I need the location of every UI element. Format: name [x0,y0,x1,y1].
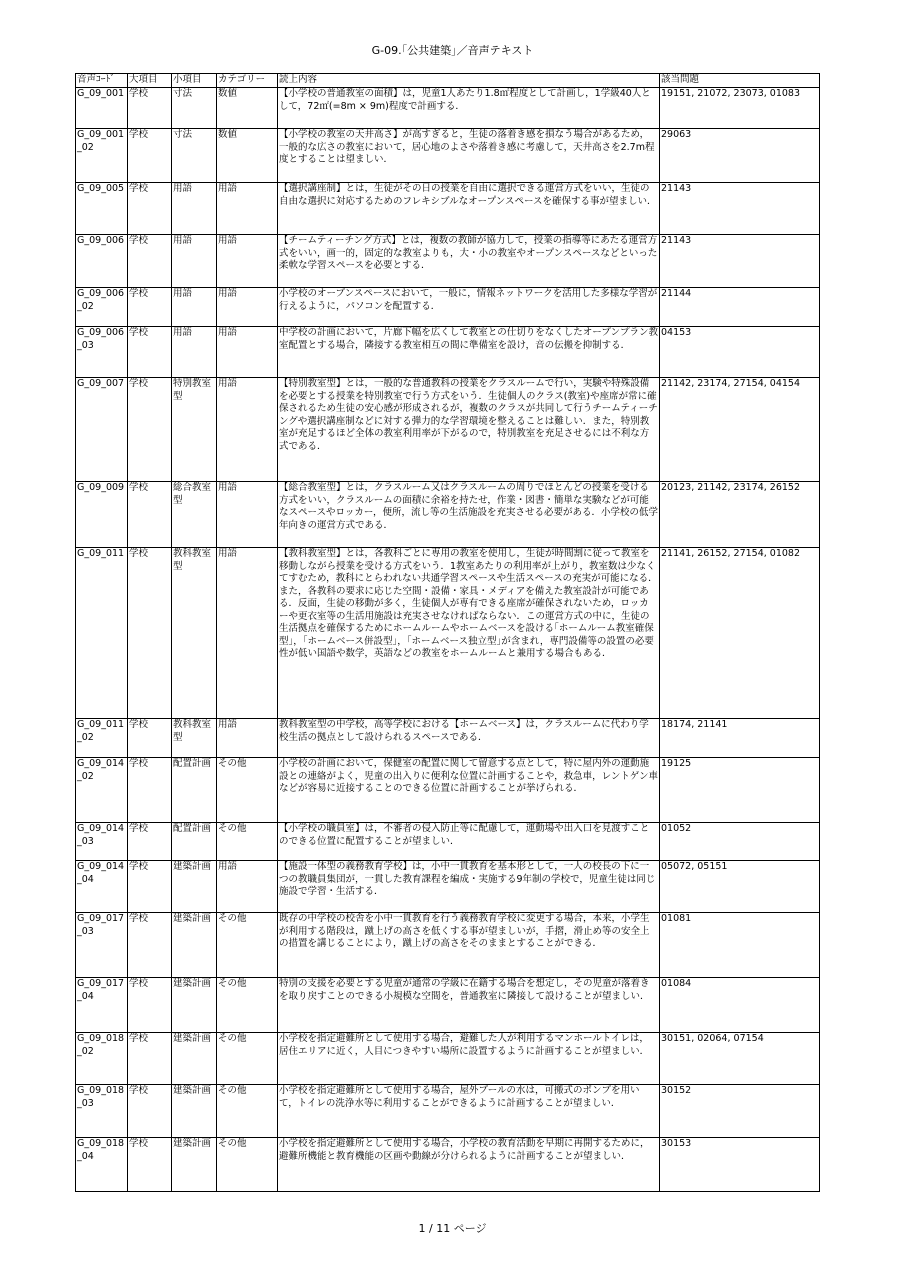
cell-category: 用語 [217,378,278,482]
cell-minor: 用語 [172,235,217,288]
cell-category: 数値 [217,129,278,183]
cell-content: 既存の中学校の校舎を小中一貫教育を行う義務教育学校に変更する場合，本来，小学生が利用する階段は，蹴上げの高さを低くする事が望ましいが，手摺，滑止め等の安全上の措置を講じることにより，蹴上げの高さをそのままとすることができる． [278,913,660,978]
cell-minor: 建築計画 [172,1085,217,1138]
cell-code: G_09_011 [76,548,128,719]
cell-code: G_09_014_02 [76,758,128,823]
voice-text-table [75,73,820,1192]
cell-code: G_09_001_02 [76,129,128,183]
table-row [76,823,820,861]
cell-questions: 04153 [660,327,820,378]
cell-code: G_09_006 [76,235,128,288]
table-row [76,327,820,378]
table-row [76,183,820,235]
cell-questions: 29063 [660,129,820,183]
cell-questions: 21141, 26152, 27154, 01082 [660,548,820,719]
header-major: 大項目 [128,74,172,88]
cell-code: G_09_017_04 [76,978,128,1033]
cell-minor: 建築計画 [172,1138,217,1192]
table-row [76,129,820,183]
cell-major: 学校 [128,378,172,482]
table-row [76,1138,820,1192]
cell-major: 学校 [128,548,172,719]
cell-category: 用語 [217,719,278,758]
page-number: 1 / 11 ページ [418,1222,487,1235]
cell-questions: 01052 [660,823,820,861]
cell-category: その他 [217,1138,278,1192]
cell-minor: 寸法 [172,129,217,183]
cell-category: 用語 [217,327,278,378]
cell-minor: 建築計画 [172,978,217,1033]
cell-questions: 19125 [660,758,820,823]
cell-content: 【施設一体型の義務教育学校】は，小中一貫教育を基本形として，一人の校長の下に一つの教職員集団が，一貫した教育課程を編成・実施する9年制の学校で，児童生徒は同じ施設で学習・生活する． [278,861,660,913]
cell-questions: 30152 [660,1085,820,1138]
cell-major: 学校 [128,978,172,1033]
cell-questions: 19151, 21072, 23073, 01083 [660,88,820,129]
cell-category: その他 [217,1085,278,1138]
cell-code: G_09_018_02 [76,1033,128,1085]
cell-questions: 18174, 21141 [660,719,820,758]
cell-minor: 建築計画 [172,1033,217,1085]
cell-code: G_09_006_02 [76,288,128,327]
table-row [76,378,820,482]
cell-code: G_09_005 [76,183,128,235]
table-row [76,482,820,548]
cell-content: 【小学校の教室の天井高さ】が高すぎると，生徒の落着き感を損なう場合があるため，一般的な広さの教室において，居心地のよさや落着き感に考慮して，天井高さを2.7m程度とすることは望ましい． [278,129,660,183]
table-row [76,1085,820,1138]
cell-major: 学校 [128,88,172,129]
cell-code: G_09_018_03 [76,1085,128,1138]
cell-category: 用語 [217,235,278,288]
cell-content: 小学校を指定避難所として使用する場合，小学校の教育活動を早期に再開するために，避難所機能と教育機能の区画や動線が分けられるように計画することが望ましい． [278,1138,660,1192]
cell-content: 【選択講座制】とは，生徒がその日の授業を自由に選択できる運営方式をいい，生徒の自由な選択に対応するためのフレキシブルなオープンスペースを確保する事が望ましい． [278,183,660,235]
cell-content: 小学校のオープンスペースにおいて，一般に，情報ネットワークを活用した多様な学習が行えるように，パソコンを配置する． [278,288,660,327]
cell-minor: 教科教室型 [172,548,217,719]
cell-questions: 21142, 23174, 27154, 04154 [660,378,820,482]
cell-content: 中学校の計画において，片廊下幅を広くして教室との仕切りをなくしたオープンプラン教室配置とする場合，隣接する教室相互の間に準備室を設け，音の伝搬を抑制する． [278,327,660,378]
cell-content: 【チームティーチング方式】とは，複数の教師が協力して，授業の指導等にあたる運営方式をいい，画一的，固定的な教室よりも，大・小の教室やオープンスペースなどといった柔軟な学習スペースを必要とする． [278,235,660,288]
cell-major: 学校 [128,235,172,288]
cell-major: 学校 [128,183,172,235]
cell-code: G_09_001 [76,88,128,129]
header-category: カテゴリー [217,74,278,88]
cell-questions: 20123, 21142, 23174, 26152 [660,482,820,548]
table-row [76,548,820,719]
cell-questions: 01081 [660,913,820,978]
table-row [76,758,820,823]
cell-major: 学校 [128,129,172,183]
cell-content: 【小学校の普通教室の面積】は，児童1人あたり1.8㎡程度として計画し，1学級40人として，72㎡(=8m × 9m)程度で計画する． [278,88,660,129]
cell-code: G_09_014_04 [76,861,128,913]
cell-content: 小学校を指定避難所として使用する場合，避難した人が利用するマンホールトイレは，居住エリアに近く，人目につきやすい場所に設置するように計画することが望ましい． [278,1033,660,1085]
cell-category: その他 [217,978,278,1033]
cell-minor: 寸法 [172,88,217,129]
cell-minor: 総合教室型 [172,482,217,548]
cell-content: 【小学校の職員室】は，不審者の侵入防止等に配慮して，運動場や出入口を見渡すことのできる位置に配置することが望ましい． [278,823,660,861]
cell-minor: 特別教室型 [172,378,217,482]
cell-code: G_09_009 [76,482,128,548]
cell-major: 学校 [128,758,172,823]
cell-minor: 用語 [172,288,217,327]
cell-content: 【教科教室型】とは，各教科ごとに専用の教室を使用し，生徒が時間割に従って教室を移動しながら授業を受ける方式をいう．1教室あたりの利用率が上がり，教室数は少なくてすむため，教科にとらわれない共通学習スペースや生活スペースの充実が可能になる．また，各教科の要求に応じた空間・設備・家具・メディアを備えた教室設計が可能である．反面，生徒の移動が多く，生徒個人が専有できる座席が確保されないため，ロッカーや更衣室等の生活用施設は充実させなければならない．この運営方式の中に，生徒の生活拠点を確保するためにホームルームやホームベースを設ける｢ホームルーム教室確保型｣，｢ホームベース併設型｣，｢ホームベース独立型｣が含まれ，専門設備等の設置の必要性が低い国語や数学，英語などの教室をホームルームと兼用する場合もある． [278,548,660,719]
table-row [76,913,820,978]
cell-category: 用語 [217,288,278,327]
cell-minor: 建築計画 [172,913,217,978]
table-row [76,861,820,913]
cell-major: 学校 [128,288,172,327]
cell-minor: 建築計画 [172,861,217,913]
cell-major: 学校 [128,861,172,913]
table-row [76,1033,820,1085]
cell-content: 教科教室型の中学校，高等学校における【ホームベース】は，クラスルームに代わり学校生活の拠点として設けられるスペースである． [278,719,660,758]
cell-category: その他 [217,1033,278,1085]
cell-content: 特別の支援を必要とする児童が通常の学級に在籍する場合を想定し，その児童が落着きを取り戻すことのできる小規模な空間を，普通教室に隣接して設けることが望ましい． [278,978,660,1033]
cell-questions: 21143 [660,235,820,288]
table-row [76,235,820,288]
cell-major: 学校 [128,1138,172,1192]
cell-code: G_09_018_04 [76,1138,128,1192]
cell-questions: 21144 [660,288,820,327]
table-row [76,88,820,129]
cell-category: その他 [217,758,278,823]
table-row [76,288,820,327]
cell-code: G_09_017_03 [76,913,128,978]
cell-code: G_09_007 [76,378,128,482]
cell-major: 学校 [128,1085,172,1138]
cell-major: 学校 [128,482,172,548]
cell-major: 学校 [128,327,172,378]
table-row [76,978,820,1033]
cell-content: 【特別教室型】とは，一般的な普通教科の授業をクラスルームで行い，実験や特殊設備を必要とする授業を特別教室で行う方式をいう．生徒個人のクラス(教室)や座席が常に確保されるため生徒の安心感が形成されるが，複数のクラスが共同して行うチームティーチングや選択講座制などに対する弾力的な学習環境を整えることは難しい．また，特別教室が充足するほど全体の教室利用率が下がるので，特別教室を充足させるには不利な方式である． [278,378,660,482]
cell-code: G_09_006_03 [76,327,128,378]
cell-major: 学校 [128,913,172,978]
cell-questions: 05072, 05151 [660,861,820,913]
cell-content: 小学校を指定避難所として使用する場合，屋外プールの水は，可搬式のポンプを用いて，トイレの洗浄水等に利用することができるように計画することが望ましい． [278,1085,660,1138]
page-title: G-09.｢公共建築｣／音声テキスト [371,44,534,57]
cell-questions: 01084 [660,978,820,1033]
cell-minor: 配置計画 [172,823,217,861]
cell-minor: 用語 [172,183,217,235]
cell-minor: 用語 [172,327,217,378]
cell-code: G_09_011_02 [76,719,128,758]
cell-major: 学校 [128,1033,172,1085]
cell-questions: 30151, 02064, 07154 [660,1033,820,1085]
header-minor: 小項目 [172,74,217,88]
cell-questions: 30153 [660,1138,820,1192]
cell-category: その他 [217,823,278,861]
cell-content: 小学校の計画において，保健室の配置に関して留意する点として，特に屋内外の運動施設との連絡がよく，児童の出入りに便利な位置に計画することや，救急車，レントゲン車などが容易に近接することのできる位置に計画することが挙げられる． [278,758,660,823]
cell-content: 【総合教室型】とは，クラスルーム又はクラスルームの周りでほとんどの授業を受ける方式をいい，クラスルームの面積に余裕を持たせ，作業・図書・簡単な実験などが可能なスペースやロッカー，便所，流し等の生活施設を充実させる必要がある．小学校の低学年向きの運営方式である． [278,482,660,548]
cell-category: 用語 [217,183,278,235]
header-code: 音声ｺｰﾄﾞ [76,74,128,88]
cell-code: G_09_014_03 [76,823,128,861]
header-row [76,74,820,88]
cell-category: 用語 [217,861,278,913]
cell-major: 学校 [128,719,172,758]
cell-questions: 21143 [660,183,820,235]
cell-minor: 配置計画 [172,758,217,823]
cell-major: 学校 [128,823,172,861]
header-content: 読上内容 [278,74,660,88]
cell-category: 用語 [217,482,278,548]
cell-category: 数値 [217,88,278,129]
cell-minor: 教科教室型 [172,719,217,758]
header-questions: 該当問題 [660,74,820,88]
cell-category: 用語 [217,548,278,719]
table-row [76,719,820,758]
cell-category: その他 [217,913,278,978]
